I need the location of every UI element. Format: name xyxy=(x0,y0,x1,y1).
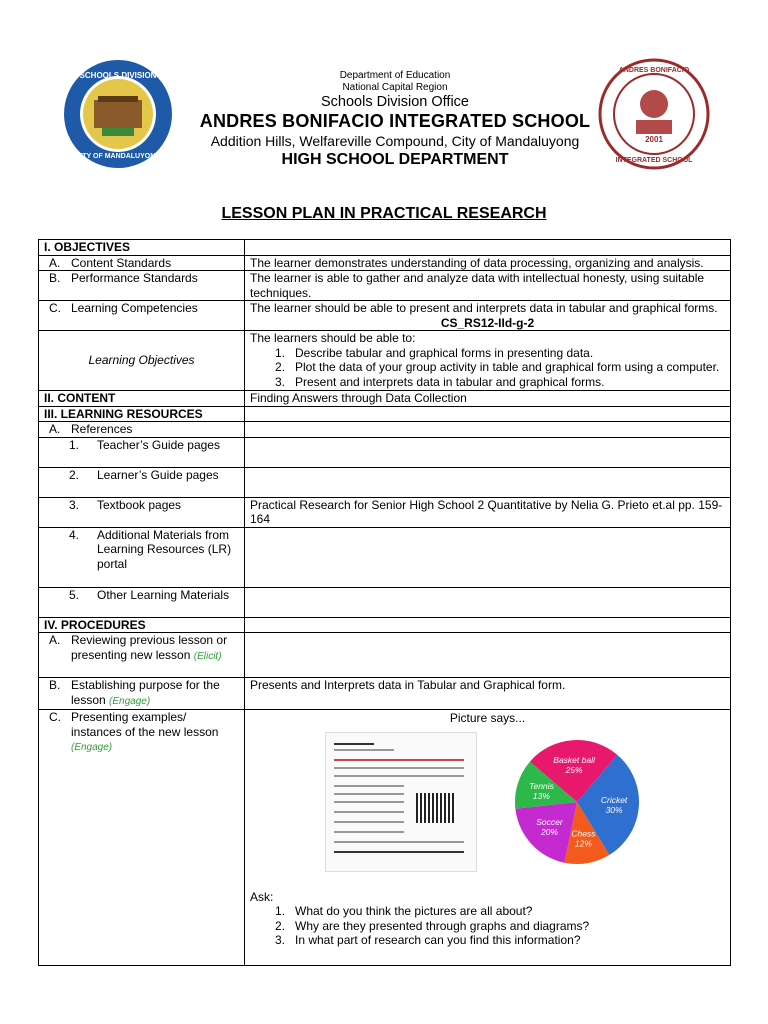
schools-division-office-seal-icon xyxy=(62,58,174,170)
textbook-pages-label: Textbook pages xyxy=(97,497,182,512)
department-name: HIGH SCHOOL DEPARTMENT xyxy=(281,151,509,168)
learning-competencies-label: Learning Competencies xyxy=(71,301,198,315)
list-item: 2. Why are they presented through graphs and diagrams? xyxy=(275,918,590,933)
learning-objectives-list xyxy=(250,346,725,390)
references-label: References xyxy=(71,422,133,436)
header-line-region: National Capital Region xyxy=(342,82,448,93)
content-heading: II. CONTENT xyxy=(39,391,245,407)
list-item: 3. In what part of research can you find this information? xyxy=(275,933,581,947)
performance-standards-label: Performance Standards xyxy=(71,271,198,285)
picture-caption: Picture says... xyxy=(449,711,526,725)
svg-text:CITY OF MANDALUYONG: CITY OF MANDALUYONG xyxy=(75,153,161,160)
header-line-division: Schools Division Office xyxy=(320,94,470,110)
learners-guide-label: Learner’s Guide pages xyxy=(97,467,219,482)
svg-text:SCHOOLS DIVISION: SCHOOLS DIVISION xyxy=(79,71,157,80)
procedures-heading: IV. PROCEDURES xyxy=(39,617,245,633)
svg-text:ANDRES BONIFACIO: ANDRES BONIFACIO xyxy=(618,67,690,74)
content-value: Finding Answers through Data Collection xyxy=(245,391,731,407)
pie-label: Tennis xyxy=(529,780,554,791)
list-item: 2. Plot the data of your group activity in table and graphical form using a computer. xyxy=(275,360,720,374)
additional-materials-label: Additional Materials from Learning Resources (LR) portal xyxy=(97,527,232,571)
pie-label: Soccer xyxy=(536,816,563,827)
teachers-guide-label: Teacher’s Guide pages xyxy=(97,437,220,452)
content-standards-label: Content Standards xyxy=(71,255,172,270)
learning-competencies-value: The learner should be able to present and interprets data in tabular and graphical forms. xyxy=(250,301,718,315)
pie-value-label: 13% xyxy=(532,790,550,801)
header-line-deped: Department of Education xyxy=(339,70,451,81)
letterhead xyxy=(195,70,595,169)
sports-pie-chart xyxy=(512,737,642,867)
competency-code: CS_RS12-IId-g-2 xyxy=(440,315,535,330)
school-name: ANDRES BONIFACIO INTEGRATED SCHOOL xyxy=(199,111,591,131)
performance-standards-value: The learner is able to gather and analyze data with intellectual honesty, using suitable techniques. xyxy=(245,271,731,301)
other-materials-label: Other Learning Materials xyxy=(97,587,230,602)
svg-text:INTEGRATED SCHOOL: INTEGRATED SCHOOL xyxy=(615,157,693,164)
elicit-tag: (Elicit) xyxy=(193,650,222,662)
school-address: Addition Hills, Welfareville Compound, City of Mandaluyong xyxy=(210,133,580,149)
engage-tag: (Engage) xyxy=(109,695,151,707)
engage-tag: (Engage) xyxy=(71,742,113,753)
pie-value-label: 25% xyxy=(565,764,583,775)
list-item: 1. Describe tabular and graphical forms in presenting data. xyxy=(275,345,594,360)
school-seal-icon xyxy=(598,58,710,170)
lesson-plan-table: I. OBJECTIVES A. Content Standards The learner demonstrates understanding of data processing, organizing and analysis. B. Performance Standards The learner is able to gather and analyze data with intellectual honesty, using suitable techniques. C. Learning Competencies The learner should be able to present and interprets data in tabular and graphical forms. CS_RS12-IId-g-2 Learning Objectives The learners should be able to: 1. Describe tabular and graphical forms in presenting data. 2. Plot the data of your group activity in table and graphical form using a computer. 3. Present and interprets data in tabular and graphical forms. II. CONTENT Finding Answers through Data Collection III. LEARNING RESOURCES A. References 1. Teacher’s Guide pages 2. Learner’s Guide pages 3. Textbook pages Practical Research for Senior High School 2 Quantitative by Nelia G. Prieto et.al pp. 159-164 4. Additional Materials from Learning Resources (LR) portal 5. Other Learning Materials IV. PROCEDURES A. Reviewing previous lesson or presenting new lesson (Elicit) B. Establishing purpose for the lesson (Engage) Presents and Interprets data in Tabular and Graphical form. C. Presenting examples/ instances of the new lesson (Engage) Picture says... Basket ball 25% Cricket 30% Chess 12% Soccer 20% Tennis 13% Ask: 1. What do you think the pictures are all about? 2. Why are they presented through graphs and diagrams? 3. In what part of research can you find this information? xyxy=(38,239,731,966)
textbook-pages-value: Practical Research for Senior High School 2 Quantitative by Nelia G. Prieto et.al pp. 159-164 xyxy=(245,497,731,527)
ask-label: Ask: xyxy=(250,889,274,904)
pie-value-label: 20% xyxy=(540,826,558,837)
page-title: LESSON PLAN IN PRACTICAL RESEARCH xyxy=(221,205,547,222)
objectives-heading: I. OBJECTIVES xyxy=(39,240,245,256)
establishing-purpose-value: Presents and Interprets data in Tabular and Graphical form. xyxy=(245,678,731,710)
pie-value-label: 12% xyxy=(574,838,592,849)
list-item: 3. Present and interprets data in tabular and graphical forms. xyxy=(275,374,605,389)
pie-label: Basket ball xyxy=(553,754,595,765)
establishing-purpose-label: Establishing purpose for the lesson xyxy=(71,678,220,707)
list-item: 1. What do you think the pictures are all about? xyxy=(275,904,533,918)
ask-questions-list xyxy=(250,904,725,948)
pie-label: Cricket xyxy=(600,794,628,805)
pie-value-label: 30% xyxy=(605,804,623,815)
learning-objectives-intro: The learners should be able to: xyxy=(250,331,416,345)
receipt-image xyxy=(325,732,477,872)
presenting-examples-label: Presenting examples/ instances of the new lesson xyxy=(71,710,219,739)
svg-text:2001: 2001 xyxy=(645,135,663,144)
reviewing-lesson-label: Reviewing previous lesson or presenting new lesson xyxy=(71,633,228,662)
learning-resources-heading: III. LEARNING RESOURCES xyxy=(39,406,245,422)
content-standards-value: The learner demonstrates understanding of data processing, organizing and analysis. xyxy=(245,255,731,271)
learning-objectives-label: Learning Objectives xyxy=(39,331,245,391)
pie-label: Chess xyxy=(571,828,596,839)
